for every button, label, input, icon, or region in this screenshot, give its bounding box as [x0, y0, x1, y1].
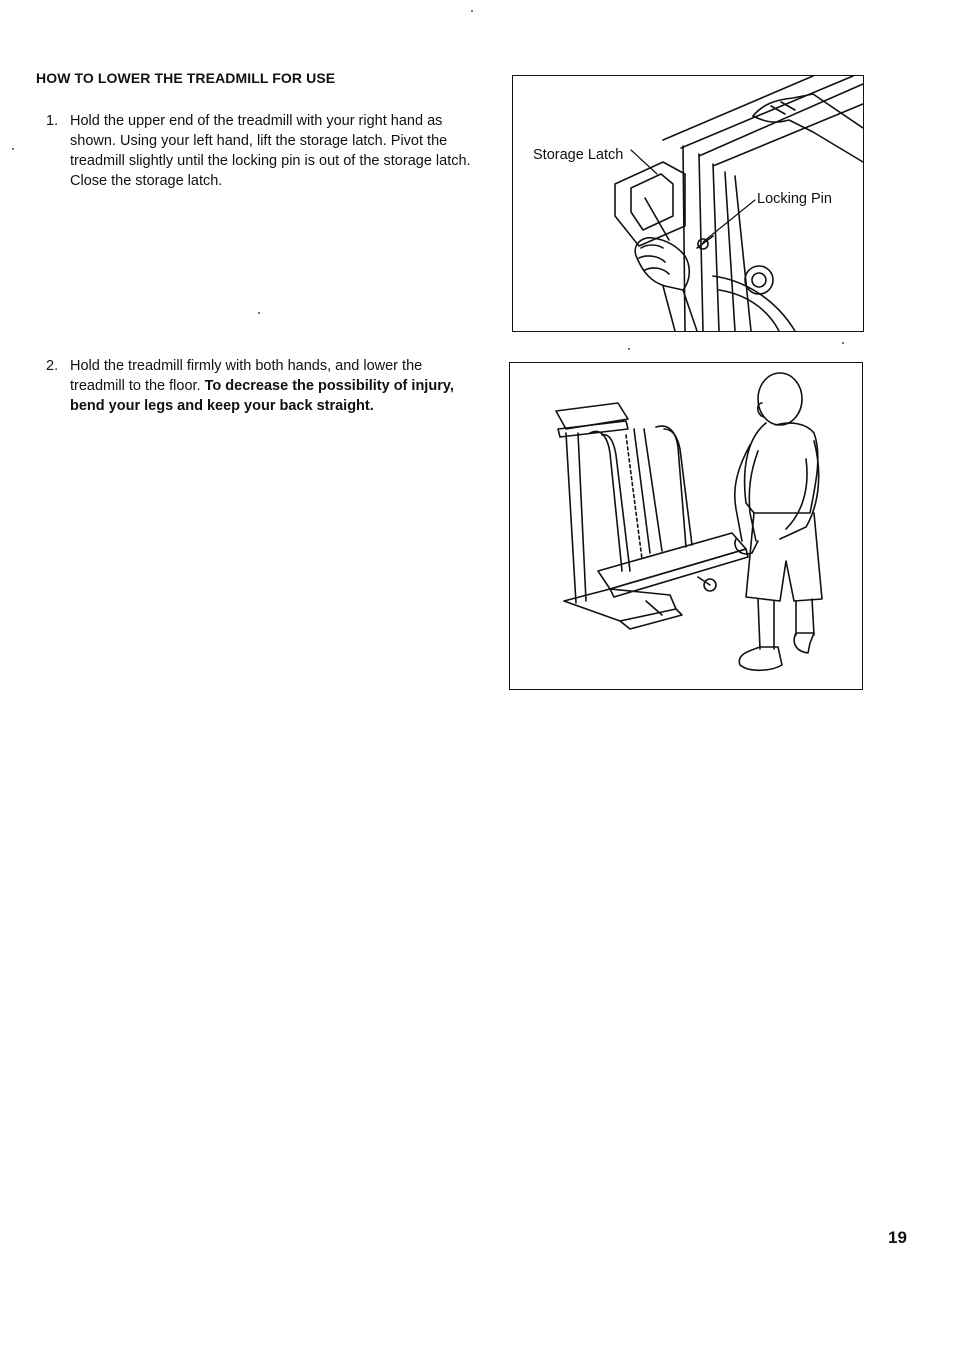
lowering-treadmill-illustration: [509, 362, 863, 690]
scan-speck: [12, 148, 14, 150]
safety-warning: To decrease the possibility of injury, bend your legs and keep your back straight.: [70, 378, 454, 414]
lowering-treadmill-drawing: [510, 363, 862, 689]
step-number: 1.: [46, 113, 59, 129]
step-text: [70, 356, 476, 416]
storage-latch-label: Storage Latch: [533, 147, 624, 163]
scan-speck: [471, 10, 473, 12]
instruction-step-2: [46, 356, 476, 416]
step-number: 2.: [46, 358, 59, 374]
scan-speck: [258, 312, 260, 314]
scan-speck: [628, 348, 630, 350]
locking-pin-label: Locking Pin: [757, 191, 832, 207]
section-heading: HOW TO LOWER THE TREADMILL FOR USE: [36, 70, 336, 86]
step-text-normal: Hold the treadmill firmly with both hands, and lower the treadmill to the floor.: [70, 358, 423, 394]
scan-speck: [842, 342, 844, 344]
storage-latch-illustration: [512, 75, 864, 332]
instruction-step-1: [46, 111, 476, 191]
page-number: 19: [888, 1228, 907, 1247]
step-text: Hold the upper end of the treadmill with your right hand as shown. Using your left hand, lift the storage latch. Pivot the treadmill slightly until the locking pin is out of the storage latch. Close the storage latch.: [70, 113, 471, 189]
